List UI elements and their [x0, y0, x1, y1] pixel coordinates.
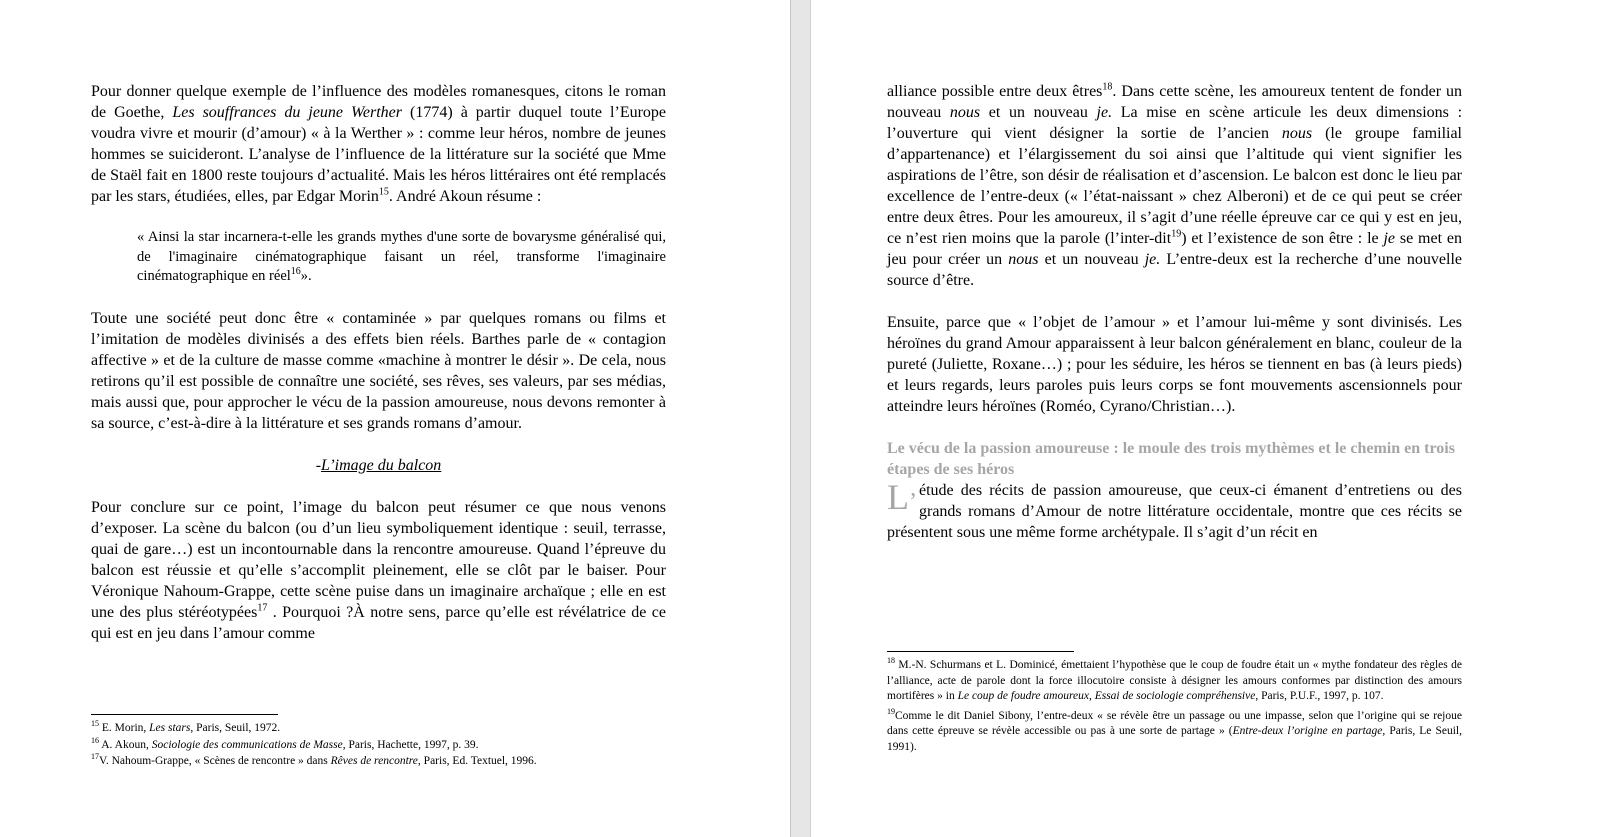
page-right[interactable] [810, 0, 1599, 837]
drop-cap-letter: L’ [887, 477, 917, 517]
paragraph-alliance: alliance possible entre deux êtres$^{18}$. Dans cette scène, les amoureux tentent de fonder un nouveau nous et un nouveau je. La mise en scène articule les deux dimensions : l’ouverture qui vient désigner la sortie de l’ancien nous (le groupe familial d’appartenance) et l’élargissement du soi ainsi que l’altitude qui vient signifier les aspirations de l’être, son désir de réalisation et d’ascension. Le balcon est donc le lieu par excellence de l’entre-deux (« l’état-naissant » chez Alberoni) et de ce qui peut se créer entre deux êtres. Pour les amoureux, il s’agit d’une réelle épreuve car ce qui y est en jeu, ce n’est rien moins que la parole (l’inter-dit$^{19}$) et l’existence de son être : le je se met en jeu pour créer un nous et un nouveau je. L’entre-deux est la recherche d’une nouvelle source d’être. [887, 81, 1463, 289]
footnote-ref-16[interactable]: 16 [290, 266, 301, 278]
section-heading-vecu: Le vécu de la passion amoureuse : le moule des trois mythèmes et le chemin en trois étapes de ses héros [887, 440, 1455, 478]
paragraph-werther: Pour donner quelque exemple de l’influence des modèles romanesques, citons le roman de Goethe, Les souffrances du jeune Werther (1774) à partir duquel toute l’Europe voudra vivre et mourir (d’amour) « à la Werther » : comme leur héros, nombre de jeunes hommes se suicideront. L’analyse de l’influence de la littérature sur la société que Mme de Staël fait en 1800 reste toujours d’actualité. Mais les héros littéraires ont été remplacés par les stars, étudiées, elles, par Edgar Morin$^{15}$. André Akoun résume : [91, 83, 667, 205]
footnote-16: $^{16}$ A. Akoun, Sociologie des communications de Masse, Paris, Hachette, 1997, p. 39. [91, 735, 479, 751]
footnote-ref-18[interactable]: 18 [1102, 81, 1113, 93]
footnote-ref-15[interactable]: 15 [378, 186, 389, 198]
page-right-body [887, 81, 1462, 543]
paragraph-etude: L’ étude des récits de passion amoureuse, que ceux-ci émanent d’entretiens ou des grands romans d’Amour de notre littérature occidentale, montre que ces récits se présentent sous une même forme archétypale. Il s’agit d’un récit en [887, 477, 1462, 541]
footnote-separator [91, 714, 278, 715]
page-gap [791, 0, 809, 837]
paragraph-balcon: Pour conclure sur ce point, l’image du balcon peut résumer ce que nous venons d’exposer. La scène du balcon (ou d’un lieu symboliquement identique : seuil, terrasse, quai de gare…) est un incontournable dans la rencontre amoureuse. Quand l’épreuve du balcon est réussie et qu’elle s’accomplit pleinement, elle se clôt par le baiser. Pour Véronique Nahoum-Grappe, cette scène puise dans un imaginaire archaïque ; elle en est une des plus stéréotypées$^{17}$ . Pourquoi ?À notre sens, parce qu’elle est révélatrice de ce qui est en jeu dans l’amour comme [91, 498, 666, 642]
footnote-19: $^{19}$Comme le dit Daniel Sibony, l’entre-deux « se révèle être un passage ou une impasse, selon que l’origine qui se rejoue dans cette épreuve se révèle accessible ou pas à une sorte de partage » (Entre-deux l’origine en partage, Paris, Le Seuil, 1991). [887, 706, 1462, 753]
footnote-ref-17[interactable]: 17 [257, 602, 268, 614]
block-quote-akoun: « Ainsi la star incarnera-t-elle les grands mythes d'une sorte de bovarysme généralisé qui, de l'imaginaire cinématographique faisant un réel, transforme l'imaginaire cinématographique en réel$^{16}$». [137, 229, 666, 284]
footnote-17: $^{17}$V. Nahoum-Grappe, « Scènes de rencontre » dans Rêves de rencontre, Paris, Ed. Textuel, 1996. [91, 752, 537, 767]
footnote-ref-19[interactable]: 19 [1171, 228, 1182, 240]
paragraph-divinises: Ensuite, parce que « l’objet de l’amour » et l’amour lui-même y sont divinisés. Les héroïnes du grand Amour apparaissent à leur balcon généralement en blanc, couleur de la pureté (Juliette, Roxane…) ; pour les séduire, les héros se tiennent en bas (à leurs pieds) et leurs regards, leurs paroles puis leurs corps se font mouvements ascensionnels pour atteindre leurs héroïnes (Roméo, Cyrano/Christian…). [887, 314, 1462, 415]
footnotes-left [91, 714, 666, 770]
footnote-15: $^{15}$ E. Morin, Les stars, Paris, Seuil, 1972. [91, 719, 281, 734]
page-left[interactable] [0, 0, 791, 837]
page-left-body [91, 81, 666, 644]
book-title-werther: Les souffrances du jeune Werther [172, 104, 403, 121]
subheading-balcon: -L’image du balcon [315, 456, 442, 474]
footnote-separator [887, 651, 1074, 652]
paragraph-contamination: Toute une société peut donc être « contaminée » par quelques romans ou films et l’imitation de modèles divinisés a des effets bien réels. Barthes parle de « contagion affective » et de la culture de masse comme «machine à montrer le désir ». De cela, nous retirons qu’il est possible de connaître une société, ses rêves, ses valeurs, par ses médias, mais aussi que, pour approcher le vécu de la passion amoureuse, nous devons remonter à sa source, c’est-à-dire à la littérature et ses grands romans d’amour. [91, 309, 666, 432]
footnote-18: $^{18}$ M.-N. Schurmans et L. Dominicé, émettaient l’hypothèse que le coup de foudre était un « mythe fondateur des règles de l’alliance, acte de parole dont la force illocutoire consiste à désigner les amours conformes par distinction des amours mortifères » in Le coup de foudre amoureux, Essai de sociologie compréhensive, Paris, P.U.F., 1997, p. 107. [887, 656, 1462, 702]
footnotes-right [887, 651, 1462, 755]
